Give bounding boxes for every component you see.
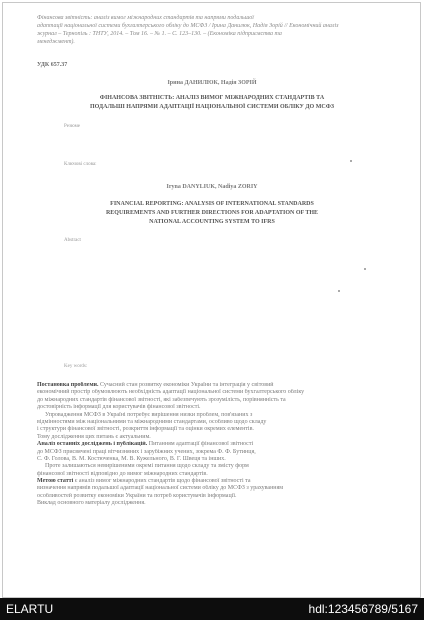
body-line: до міжнародних стандартів фінансової звітності, які забезпечують зрозумілість, порівнянність та bbox=[37, 396, 286, 403]
scan-speck bbox=[350, 160, 352, 162]
repository-footer bbox=[0, 598, 424, 620]
body-line bbox=[37, 441, 393, 448]
citation-line: журнал – Тернопіль : ТНТУ, 2014. – Том 16. – № 1. – С. 123–130. – (Економіка підприємства та bbox=[37, 31, 282, 37]
citation-line: адаптації національної системи бухгалтерського обліку до МСФЗ / Ірина Данилюк, Надія Зорій // Економічний аналіз bbox=[37, 23, 339, 29]
body-line: С. Ф. Голова, В. М. Костюченка, М. В. Кужельного, В. Г. Швеця та інших. bbox=[37, 455, 226, 462]
citation-line: менеджмент). bbox=[37, 39, 75, 45]
body-line: Упровадження МСФЗ в Україні потребує вирішення низки проблем, пов'язаних з bbox=[45, 411, 253, 418]
keywords-en-label: Key words: bbox=[64, 364, 88, 369]
udk-code: УДК 657.37 bbox=[37, 62, 68, 68]
body-line: Виклад основного матеріалу дослідження. bbox=[37, 500, 146, 507]
title-en-line: FINANCIAL REPORTING: ANALYSIS OF INTERNATIONAL STANDARDS bbox=[110, 201, 314, 207]
body-line: економічний простір обумовлюють необхідність адаптації національної системи бухгалтерського обліку bbox=[37, 389, 305, 396]
scan-speck bbox=[338, 290, 340, 292]
title-en-line: REQUIREMENTS AND FURTHER DIRECTIONS FOR ADAPTATION OF THE bbox=[105, 210, 319, 216]
handle-id: hdl:123456789/5167 bbox=[308, 602, 418, 616]
repository-name: ELARTU bbox=[6, 602, 54, 616]
title-en-line: NATIONAL ACCOUNTING SYSTEM TO IFRS bbox=[149, 219, 275, 225]
body-line: Тому дослідження цих питань є актуальним. bbox=[37, 433, 151, 440]
body-line: достовірність інформації для користувачів фінансової звітності. bbox=[37, 404, 201, 411]
citation-line: Фінансова звітність: аналіз вимог міжнародних стандартів та напрями подальшої bbox=[37, 15, 254, 21]
body-line: Проте залишаються невирішеними окремі питання щодо складу та змісту форм bbox=[45, 463, 249, 470]
body-text: є аналіз вимог міжнародних стандартів щодо фінансової звітності та bbox=[74, 478, 251, 485]
title-en bbox=[40, 200, 384, 227]
body-line bbox=[37, 478, 393, 485]
citation-block bbox=[37, 14, 367, 46]
page-border bbox=[2, 2, 421, 598]
body-line bbox=[37, 382, 393, 389]
body-line: до МСФЗ присвячені праці вітчизняних і зарубіжних учених, зокрема Ф. Ф. Бутинця, bbox=[37, 448, 256, 455]
body-text: Питанням адаптації фінансової звітності bbox=[148, 441, 254, 448]
title-ua-line: ПОДАЛЬШІ НАПРЯМИ АДАПТАЦІЇ НАЦІОНАЛЬНОЇ СИСТЕМИ ОБЛІКУ ДО МСФЗ bbox=[89, 104, 335, 110]
authors-en: Iryna DANYLIUK, Nadiya ZORIY bbox=[166, 184, 258, 190]
body-line: фінансової звітності відповідно до вимог міжнародних стандартів. bbox=[37, 470, 208, 477]
authors-ua: Ірина ДАНИЛЮК, Надія ЗОРІЙ bbox=[167, 80, 257, 86]
scan-speck bbox=[364, 268, 366, 270]
title-ua bbox=[40, 94, 384, 112]
body-text: Сучасний стан розвитку економіки України та інтеграція у світовий bbox=[99, 382, 274, 388]
keywords-ua-label: Ключові слова: bbox=[64, 162, 97, 167]
body-line: особливостей розвитку економіки України та потреб користувачів інформації. bbox=[37, 492, 237, 499]
body-line: визначення напрямів подальшої адаптації національної системи обліку до МСФЗ з урахуванням bbox=[37, 485, 284, 492]
abstract-ua-label: Резюме bbox=[64, 124, 81, 129]
section-heading: Постановка проблеми. bbox=[37, 382, 99, 388]
title-ua-line: ФІНАНСОВА ЗВІТНІСТЬ: АНАЛІЗ ВИМОГ МІЖНАРОДНИХ СТАНДАРТІВ ТА bbox=[99, 95, 325, 101]
abstract-en-label: Abstract bbox=[64, 238, 81, 243]
article-body bbox=[37, 382, 393, 508]
section-heading: Метою статті bbox=[37, 478, 74, 485]
body-line: відмінностями між національними та міжнародними стандартами, особливо щодо складу bbox=[37, 418, 267, 425]
body-line: і структури фінансової звітності, розкриття інформації та оцінки окремих елементів. bbox=[37, 426, 254, 433]
section-heading: Аналіз останніх досліджень і публікацій. bbox=[37, 441, 148, 448]
